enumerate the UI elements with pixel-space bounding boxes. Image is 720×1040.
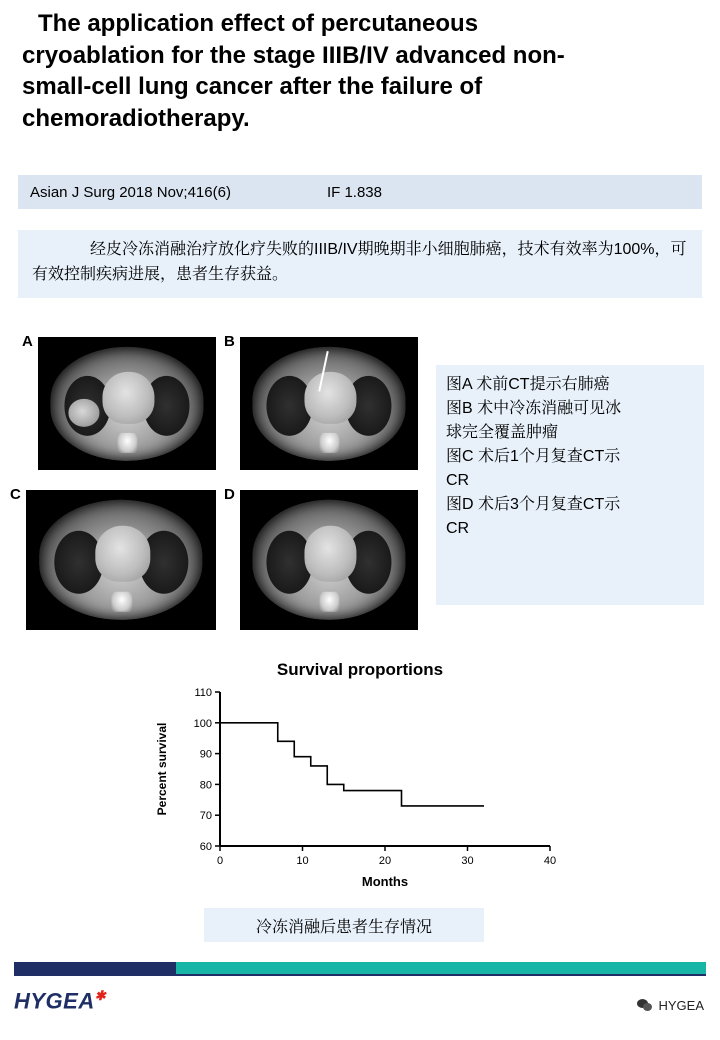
journal-citation-bar <box>18 175 702 209</box>
ct-panel-a <box>22 333 216 470</box>
ct-panel-b <box>224 333 418 470</box>
footer-bar-teal <box>176 962 706 974</box>
svg-text:Percent survival: Percent survival <box>155 722 169 816</box>
heart-icon <box>95 526 151 581</box>
svg-text:40: 40 <box>543 855 557 867</box>
svg-text:20: 20 <box>378 855 392 867</box>
abstract-line-1: 经皮冷冻消融治疗放化疗失败的IIIB/IV期晚期非小细胞肺 <box>90 241 486 258</box>
svg-text:30: 30 <box>461 855 474 867</box>
svg-text:110: 110 <box>194 687 212 699</box>
wechat-icon <box>637 999 652 1012</box>
tumor-marker <box>69 399 100 426</box>
legend-line-6: 图D 术后3个月复查CT示 <box>446 496 621 513</box>
svg-text:80: 80 <box>199 779 212 792</box>
heart-icon <box>304 371 356 424</box>
brand-logo <box>14 988 106 1014</box>
svg-text:0: 0 <box>216 855 224 867</box>
chart-caption <box>204 908 484 942</box>
abstract-box <box>18 230 702 298</box>
chart-caption-text: 冷冻消融后患者生存情况 <box>255 918 432 936</box>
ct-panel-b-label: B <box>224 333 235 350</box>
legend-line-7: CR <box>446 520 470 537</box>
brand-star-icon: ✱ <box>94 988 107 1003</box>
spine-icon <box>320 591 340 611</box>
spine-icon <box>111 591 132 611</box>
heart-icon <box>304 526 356 581</box>
brand-logo-text: HYGEA <box>14 988 95 1014</box>
spine-icon <box>118 433 138 452</box>
heart-icon <box>102 371 154 424</box>
legend-line-2: 图B 术中冷冻消融可见冰 <box>446 400 622 417</box>
wechat-label: HYGEA <box>658 998 704 1013</box>
ct-thorax-c <box>39 500 202 620</box>
ct-figure-grid <box>12 325 424 630</box>
legend-line-3: 球完全覆盖肿瘤 <box>446 424 559 441</box>
ct-panel-d-label: D <box>224 486 235 503</box>
svg-text:90: 90 <box>199 748 212 761</box>
chart-canvas <box>150 682 570 892</box>
svg-text:Months: Months <box>361 874 409 889</box>
survival-chart <box>150 660 570 900</box>
impact-factor: IF 1.838 <box>326 183 382 201</box>
ct-thorax-d <box>252 500 405 620</box>
page-title <box>22 8 698 135</box>
wechat-handle <box>637 998 704 1013</box>
ct-panel-c-label: C <box>10 486 21 503</box>
page-title-line-1: The application effect of percutaneous <box>38 10 479 37</box>
ct-panel-d <box>224 486 418 630</box>
svg-text:70: 70 <box>199 810 212 823</box>
journal-citation: Asian J Surg 2018 Nov;416(6) <box>30 183 231 201</box>
page-title-line-3: small-cell lung cancer after the failure of <box>22 73 483 101</box>
svg-text:10: 10 <box>296 855 309 867</box>
spine-icon <box>320 433 340 452</box>
ct-panel-a-label: A <box>22 333 33 350</box>
legend-line-4: 图C 术后1个月复查CT示 <box>446 448 621 465</box>
ct-panel-c <box>10 486 216 630</box>
abstract-line-2: 癌，技术有效率为100%，可有效控制疾病进展，患者生存获益。 <box>32 241 687 283</box>
page-title-line-4: chemoradiotherapy. <box>22 105 250 133</box>
footer-bar-navy <box>14 962 176 974</box>
svg-text:60: 60 <box>199 841 212 853</box>
ct-thorax-b <box>252 346 405 460</box>
legend-line-1: 图A 术前CT提示右肺癌 <box>446 376 610 393</box>
footer-divider <box>14 974 706 976</box>
figure-legend-box <box>436 365 704 605</box>
legend-line-5: CR <box>446 472 470 489</box>
ct-thorax-a <box>50 346 203 460</box>
svg-text:100: 100 <box>193 717 212 730</box>
chart-title: Survival proportions <box>276 660 444 679</box>
page-title-line-2: cryoablation for the stage IIIB/IV advanced non- <box>22 41 565 69</box>
